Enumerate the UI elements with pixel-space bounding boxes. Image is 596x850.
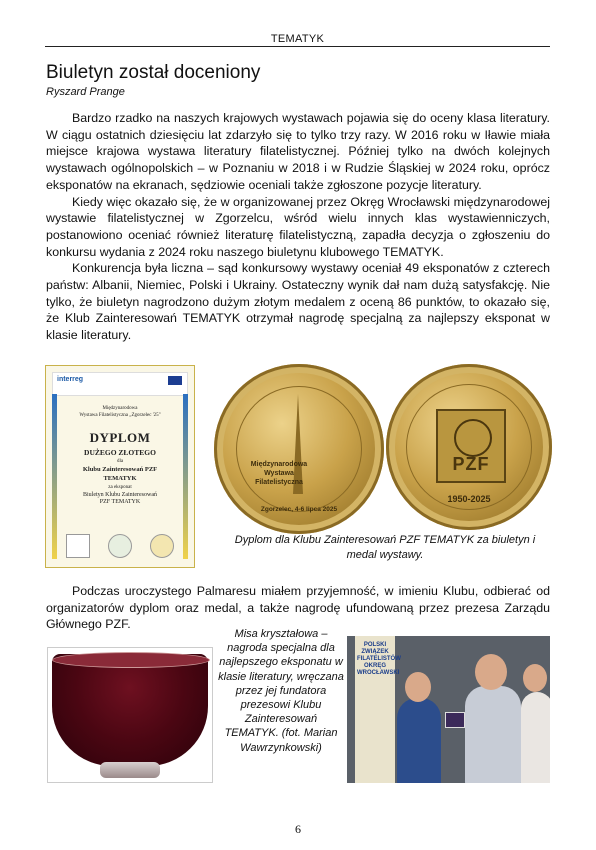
crystal-bowl-photo	[47, 647, 213, 783]
diploma-stripe-left	[52, 394, 57, 559]
diploma-for-exhibit: za eksponat	[108, 485, 132, 490]
bowl-caption: Misa kryształowa – nagroda specjalna dla najlepszego eksponatu w klasie literatury, wręczana przez jej fundatora prezesowi Klubu Zainteresowań TEMATYK. (fot. Marian Wawrzynkowski)	[218, 628, 344, 754]
article-author: Ryszard Prange	[46, 86, 125, 98]
article-title: Biuletyn został doceniony	[46, 62, 261, 83]
crystal-bowl-base	[100, 762, 160, 778]
diploma-seal-logo	[150, 534, 174, 558]
diploma-logo-band	[52, 372, 188, 396]
diploma-image	[45, 365, 195, 568]
person-right-head	[523, 664, 547, 692]
diploma-exhibit2: PZF TEMATYK	[99, 499, 141, 505]
running-header: TEMATYK	[270, 33, 325, 45]
header-rule	[45, 46, 550, 47]
diploma-stamp-logo	[66, 534, 90, 558]
paragraph-3: Konkurencja była liczna – sąd konkursowy wystawy oceniał 49 eksponatów z czterech państw: Albanii, Niemiec, Polski i Ukrainy. Ostateczny wynik dał nam dużą satysfakcję. Nie tylko, że biuletyn nagrodzono dużym złotym medalem z oceną 86 punktów, to okazało się, że Klub Zainteresowań TEMATYK otrzymał nagrodę specjalną za najlepszy eksponat w klasie literatury.	[46, 261, 550, 343]
diploma-club2: TEMATYK	[103, 475, 137, 482]
person-center	[465, 686, 521, 783]
award-ceremony-photo	[347, 636, 550, 783]
crystal-bowl	[52, 654, 208, 766]
diploma-club: Klubu Zainteresowań PZF	[82, 466, 158, 473]
eu-flag-icon	[168, 376, 182, 385]
diploma-exhibit: Biuletyn Klubu Zainteresowań	[83, 492, 157, 498]
person-left	[397, 698, 441, 783]
person-right	[521, 692, 550, 783]
diploma-line2: Wystawa Filatelistyczna „Zgorzelec '25"	[79, 413, 161, 418]
medal-a-date: Zgorzelec, 4-6 lipca 2025	[260, 506, 338, 513]
diploma-pzf-logo	[108, 534, 132, 558]
diploma-for: dla	[116, 459, 124, 464]
pzf-mark: PZF	[452, 454, 490, 474]
page-number: 6	[295, 822, 301, 836]
award-box	[445, 712, 465, 728]
medal-a-center-text: Międzynarodowa Wystawa Filatelistyczna	[250, 461, 308, 486]
paragraph-1: Bardzo rzadko na naszych krajowych wystawach pojawia się do oceny klasa literatury. W ciągu ostatnich dziesięciu lat zdarzyło się to tylko trzy razy. W 2016 roku w Iławie miała miejsce krajowa wystawa literatury filatelistycznej. Później tylko na dwóch kolejnych wystawach ogólnopolskich – w Poznaniu w 2018 i w Rudzie Śląskiej w 2024 roku, oprócz eksponatów na ekranach, sędziowie oceniali także zgłoszone pozycje literatury.	[46, 111, 550, 192]
pzf-poster	[355, 636, 401, 783]
person-center-head	[475, 654, 507, 690]
paragraph-4: Podczas uroczystego Palmaresu miałem przyjemność, w imieniu Klubu, odbierać od organizatorów dyplom oraz medal, a także nagrodę ufundowaną przez prezesa Zarządu Głównego PZF.	[46, 584, 550, 632]
pzf-stamp-frame	[436, 409, 506, 483]
pzf-anniversary-medal	[386, 364, 552, 530]
diploma-line1: Międzynarodowa	[102, 406, 138, 411]
exhibition-medal	[214, 364, 384, 534]
article-body	[46, 110, 550, 344]
medals-caption: Dyplom dla Klubu Zainteresowań PZF TEMATYK za biuletyn i medal wystawy.	[234, 534, 536, 561]
diploma-award: DUŻEGO ZŁOTEGO	[84, 448, 156, 457]
crystal-bowl-rim	[52, 652, 210, 668]
diploma-title: DYPLOM	[89, 430, 151, 445]
interreg-logo: interreg	[57, 376, 84, 383]
paragraph-2: Kiedy więc okazało się, że w organizowanej przez Okręg Wrocławski międzynarodowej wystawie filatelistycznej w Zgorzelcu, wśród wielu innych klas wystawienniczych, postanowiono oceniać również literaturę filatelistyczną, zapadła decyzja o zgłoszeniu do konkursu wydania z 2024 roku naszego biuletynu klubowego TEMATYK.	[46, 194, 550, 259]
medal-b-years: 1950-2025	[447, 494, 491, 504]
diploma-stripe-right	[183, 394, 188, 559]
globe-icon	[454, 419, 492, 457]
person-left-head	[405, 672, 431, 702]
poster-text: POLSKI ZWIĄZEK FILATELISTÓW OKRĘG WROCŁAWSKI	[357, 642, 401, 676]
